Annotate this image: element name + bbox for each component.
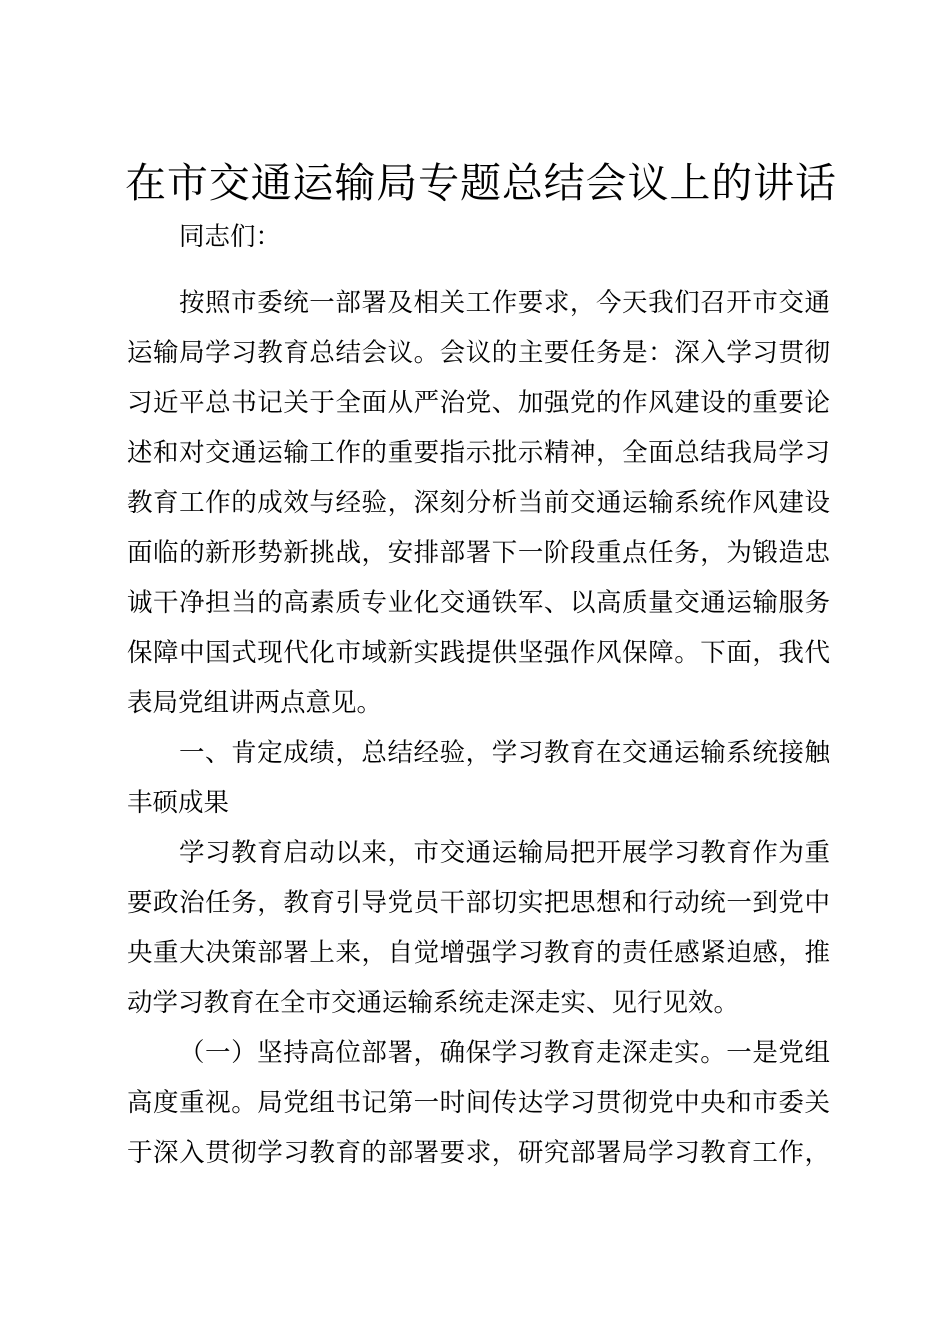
text-line: 学习教育启动以来，市交通运输局把开展学习教育作为重 bbox=[179, 838, 830, 868]
document-title: 在市交通运输局专题总结会议上的讲话 bbox=[125, 159, 835, 207]
paragraph-subsection-1 bbox=[127, 1028, 830, 1178]
salutation: 同志们： bbox=[179, 222, 282, 252]
text-line: （一）坚持高位部署，确保学习教育走深走实。一是党组 bbox=[179, 1038, 830, 1068]
text-line: 要政治任务，教育引导党员干部切实把思想和行动统一到党中 bbox=[127, 888, 830, 918]
text-line: 教育工作的成效与经验，深刻分析当前交通运输系统作风建设 bbox=[127, 488, 830, 518]
text-line: 央重大决策部署上来，自觉增强学习教育的责任感紧迫感，推 bbox=[127, 938, 830, 968]
text-line: 保障中国式现代化市域新实践提供坚强作风保障。下面，我代 bbox=[127, 638, 830, 668]
text-line: 丰硕成果 bbox=[127, 788, 230, 818]
text-line: 高度重视。局党组书记第一时间传达学习贯彻党中央和市委关 bbox=[127, 1088, 830, 1118]
text-line: 面临的新形势新挑战，安排部署下一阶段重点任务，为锻造忠 bbox=[127, 538, 830, 568]
text-line: 动学习教育在全市交通运输系统走深走实、见行见效。 bbox=[127, 988, 740, 1018]
paragraph-intro bbox=[127, 278, 830, 728]
text-line: 表局党组讲两点意见。 bbox=[127, 688, 383, 718]
text-line: 运输局学习教育总结会议。会议的主要任务是：深入学习贯彻 bbox=[127, 338, 830, 368]
text-line: 一、肯定成绩，总结经验，学习教育在交通运输系统接触 bbox=[179, 738, 830, 768]
document-body bbox=[127, 212, 830, 1178]
text-line: 习近平总书记关于全面从严治党、加强党的作风建设的重要论 bbox=[127, 388, 830, 418]
section-heading-1 bbox=[127, 728, 830, 828]
text-line: 按照市委统一部署及相关工作要求，今天我们召开市交通 bbox=[179, 288, 830, 318]
text-line: 诚干净担当的高素质专业化交通铁军、以高质量交通运输服务 bbox=[127, 588, 830, 618]
text-line: 述和对交通运输工作的重要指示批示精神，全面总结我局学习 bbox=[127, 438, 830, 468]
text-line: 于深入贯彻学习教育的部署要求，研究部署局学习教育工作， bbox=[127, 1138, 830, 1168]
paragraph-section-1 bbox=[127, 828, 830, 1028]
